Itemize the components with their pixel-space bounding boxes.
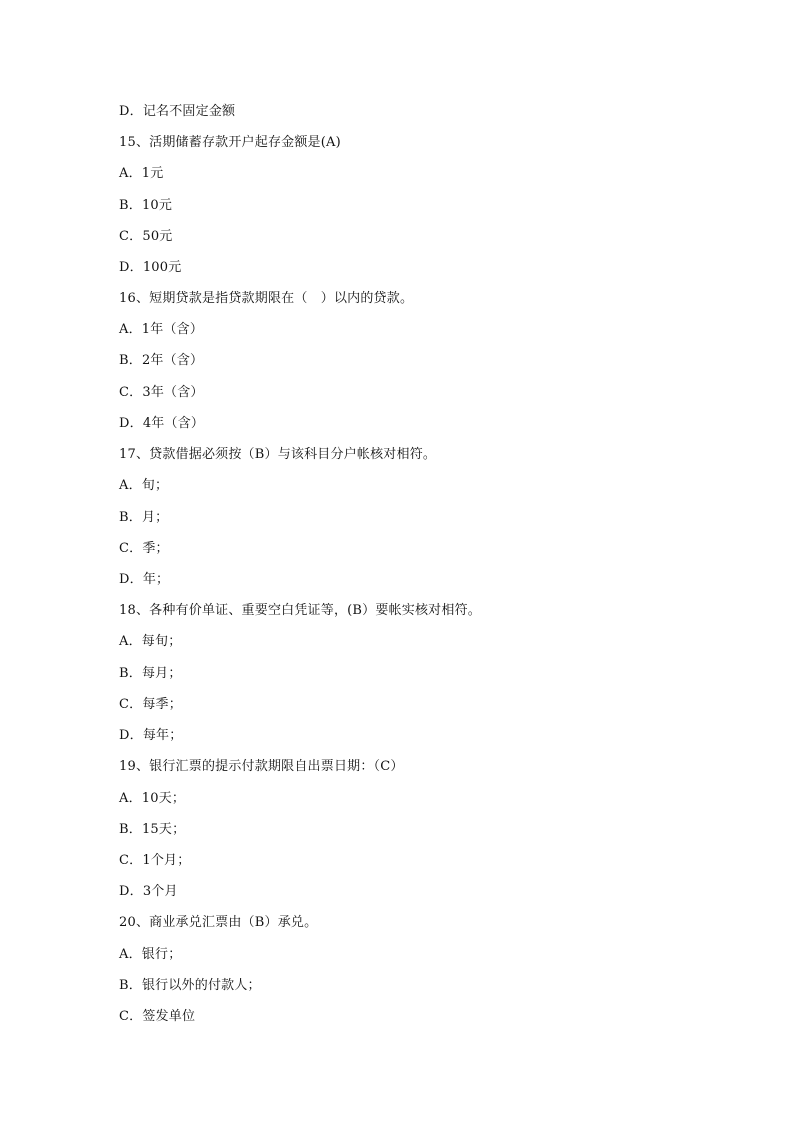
question-19: 19、银行汇票的提示付款期限自出票日期：（C） <box>119 759 404 774</box>
option-18-d: D．每年； <box>119 728 183 743</box>
option-15-c: C．50元 <box>119 229 173 244</box>
option-15-d: D．100元 <box>119 260 182 275</box>
option-15-b: B．10元 <box>119 198 173 213</box>
option-20-c: C．签发单位 <box>119 1009 196 1024</box>
option-16-c: C．3年（含） <box>119 385 204 400</box>
question-16: 16、短期贷款是指贷款期限在（ ）以内的贷款。 <box>119 291 414 306</box>
question-20: 20、商业承兑汇票由（B）承兑。 <box>119 915 318 930</box>
option-18-a: A．每旬； <box>119 634 182 649</box>
option-17-d: D．年； <box>119 572 170 587</box>
option-17-a: A．旬； <box>119 478 169 493</box>
option-17-b: B．月； <box>119 510 169 525</box>
question-15: 15、活期储蓄存款开户起存金额是(A) <box>119 135 341 150</box>
option-14-d: D．记名不固定金额 <box>119 104 236 119</box>
option-16-a: A．1年（含） <box>119 322 204 337</box>
option-20-a: A．银行； <box>119 947 182 962</box>
option-16-d: D．4年（含） <box>119 416 205 431</box>
option-17-c: C．季； <box>119 541 169 556</box>
question-18: 18、各种有价单证、重要空白凭证等，(B）要帐实核对相符。 <box>119 603 481 618</box>
option-18-b: B．每月； <box>119 666 182 681</box>
question-17: 17、贷款借据必须按（B）与该科目分户帐核对相符。 <box>119 447 437 462</box>
option-18-c: C．每季； <box>119 697 182 712</box>
option-20-b: B．银行以外的付款人； <box>119 978 261 993</box>
option-16-b: B．2年（含） <box>119 353 204 368</box>
option-19-c: C．1个月； <box>119 853 191 868</box>
option-15-a: A．1元 <box>119 166 164 181</box>
option-19-d: D．3个月 <box>119 884 178 899</box>
option-19-b: B．15天； <box>119 822 186 837</box>
option-19-a: A．10天； <box>119 791 186 806</box>
